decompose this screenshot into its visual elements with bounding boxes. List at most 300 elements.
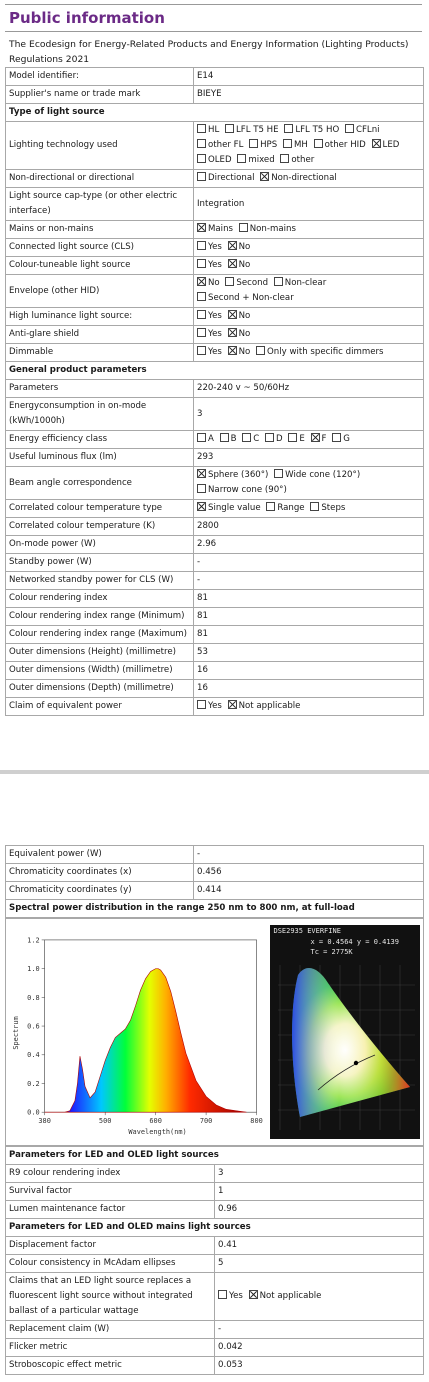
- table-row: [6, 1357, 424, 1375]
- checked-box-icon: [228, 241, 237, 250]
- table-row: [6, 86, 424, 104]
- parameter-value: 293: [194, 449, 424, 467]
- measured-chromaticity-point: [354, 1061, 358, 1065]
- unchecked-box-icon: [242, 433, 251, 442]
- unchecked-box-icon: [197, 172, 206, 181]
- table-row: [6, 590, 424, 608]
- option-label: other: [291, 155, 315, 165]
- table-row: [6, 608, 424, 626]
- parameter-value: [194, 500, 424, 518]
- table-row: [6, 170, 424, 188]
- parameter-label: Light source cap-type (or other electric interface): [6, 188, 194, 221]
- parameter-label: Claim of equivalent power: [6, 698, 194, 716]
- checked-box-icon: [228, 346, 237, 355]
- table-row: [6, 846, 424, 864]
- table-row: [6, 536, 424, 554]
- option-label: F: [321, 434, 327, 444]
- option: [197, 278, 220, 288]
- parameter-label: Dimmable: [6, 344, 194, 362]
- parameter-label: Envelope (other HID): [6, 275, 194, 308]
- option: [197, 470, 268, 480]
- option: [225, 278, 268, 288]
- table-row: [6, 1339, 424, 1357]
- option-label: Single value: [208, 503, 261, 513]
- checked-box-icon: [197, 223, 206, 232]
- intro-text: [5, 31, 424, 70]
- option: [372, 140, 400, 150]
- option-label: No: [208, 278, 220, 288]
- table-row: [6, 68, 424, 86]
- option: [197, 347, 222, 357]
- table-row: [6, 1237, 424, 1255]
- parameter-value: 16: [194, 680, 424, 698]
- parameter-label: Lighting technology used: [6, 122, 194, 170]
- option-label: No: [238, 242, 251, 252]
- option-label: Second + Non-clear: [208, 293, 294, 303]
- cie-chromaticity-diagram: [270, 925, 420, 1139]
- option-label: No: [238, 347, 251, 357]
- parameter-value: [194, 698, 424, 716]
- option: [239, 224, 296, 234]
- parameter-value: 81: [194, 626, 424, 644]
- option-label: Narrow cone (90°): [208, 485, 287, 495]
- option: [197, 503, 261, 513]
- parameter-label: Outer dimensions (Width) (millimetre): [6, 662, 194, 680]
- table-row: [6, 326, 424, 344]
- parameter-label: Useful luminous flux (lm): [6, 449, 194, 467]
- unchecked-box-icon: [197, 433, 206, 442]
- parameter-label: Colour rendering index range (Minimum): [6, 608, 194, 626]
- cie-instrument-label: DSE2935 EVERFINE: [273, 927, 341, 935]
- table-page1: [5, 67, 424, 716]
- option-label: Mains: [208, 224, 233, 234]
- parameter-value: [215, 1273, 424, 1321]
- parameter-label: Displacement factor: [6, 1237, 215, 1255]
- unchecked-box-icon: [274, 469, 283, 478]
- parameter-value: 0.41: [215, 1237, 424, 1255]
- option-label: No: [238, 260, 251, 270]
- section-title: Parameters for LED and OLED light sources: [6, 1147, 424, 1165]
- table-row: [6, 431, 424, 449]
- unchecked-box-icon: [225, 277, 234, 286]
- table-row: [6, 864, 424, 882]
- parameter-label: Anti-glare shield: [6, 326, 194, 344]
- parameter-label: Replacement claim (W): [6, 1321, 215, 1339]
- parameter-value: [194, 275, 424, 308]
- parameter-value: BIEYE: [194, 86, 424, 104]
- option-label: LFL T5 HE: [235, 125, 279, 135]
- table-row: [6, 698, 424, 716]
- option: [197, 311, 222, 321]
- option: [274, 278, 326, 288]
- table-row: [6, 882, 424, 900]
- option-label: Not applicable: [259, 1291, 322, 1301]
- parameter-label: R9 colour rendering index: [6, 1165, 215, 1183]
- option: [256, 347, 383, 357]
- parameter-label: Standby power (W): [6, 554, 194, 572]
- parameter-label: Survival factor: [6, 1183, 215, 1201]
- unchecked-box-icon: [280, 154, 289, 163]
- parameter-value: 0.414: [194, 882, 424, 900]
- table-row: [6, 344, 424, 362]
- parameter-value: 81: [194, 590, 424, 608]
- x-tick-label: 800: [250, 1117, 263, 1126]
- option-label: Non-mains: [249, 224, 296, 234]
- parameter-value: [194, 221, 424, 239]
- parameter-label: Chromaticity coordinates (y): [6, 882, 194, 900]
- checked-box-icon: [311, 433, 320, 442]
- table-row: [6, 1255, 424, 1273]
- unchecked-box-icon: [332, 433, 341, 442]
- table-row: [6, 1201, 424, 1219]
- parameter-label: Non-directional or directional: [6, 170, 194, 188]
- option: [242, 434, 259, 444]
- table-row: [6, 554, 424, 572]
- option: [266, 503, 304, 513]
- option-label: HL: [208, 125, 220, 135]
- parameter-label: On-mode power (W): [6, 536, 194, 554]
- unchecked-box-icon: [249, 139, 258, 148]
- unchecked-box-icon: [220, 433, 229, 442]
- option: [228, 329, 251, 339]
- checked-box-icon: [197, 277, 206, 286]
- option: [228, 242, 251, 252]
- parameter-table-page2: [5, 845, 424, 1375]
- parameter-value: [194, 257, 424, 275]
- unchecked-box-icon: [288, 433, 297, 442]
- option-label: G: [343, 434, 350, 444]
- table-row: [6, 239, 424, 257]
- unchecked-box-icon: [218, 1290, 227, 1299]
- option: [225, 125, 279, 135]
- table-row: [6, 1165, 424, 1183]
- unchecked-box-icon: [345, 124, 354, 133]
- option: [260, 173, 337, 183]
- parameter-label: Energy efficiency class: [6, 431, 194, 449]
- table-row: [6, 644, 424, 662]
- unchecked-box-icon: [274, 277, 283, 286]
- section-header-row: [6, 900, 424, 918]
- table-row: [6, 626, 424, 644]
- option: [310, 503, 345, 513]
- unchecked-box-icon: [283, 139, 292, 148]
- option-label: No: [238, 311, 251, 321]
- checked-box-icon: [228, 328, 237, 337]
- table-row: [6, 122, 424, 170]
- option-label: C: [253, 434, 260, 444]
- unchecked-box-icon: [225, 124, 234, 133]
- x-tick-label: 500: [98, 1117, 112, 1126]
- option-label: Wide cone (120°): [285, 470, 361, 480]
- y-tick-label: 0.8: [27, 993, 40, 1002]
- unchecked-box-icon: [265, 433, 274, 442]
- option-label: Second: [236, 278, 269, 288]
- x-tick-label: 380: [38, 1117, 51, 1126]
- parameter-label: Beam angle correspondence: [6, 467, 194, 500]
- option: [284, 125, 339, 135]
- parameter-value: E14: [194, 68, 424, 86]
- option-label: Sphere (360°): [208, 470, 269, 480]
- table-row: [6, 662, 424, 680]
- parameter-label: Outer dimensions (Depth) (millimetre): [6, 680, 194, 698]
- x-tick-label: 700: [199, 1117, 213, 1126]
- checked-box-icon: [372, 139, 381, 148]
- parameter-label: Chromaticity coordinates (x): [6, 864, 194, 882]
- parameter-label: Colour rendering index: [6, 590, 194, 608]
- table-row: [6, 275, 424, 308]
- option: [228, 260, 251, 270]
- unchecked-box-icon: [197, 154, 206, 163]
- option: [197, 701, 222, 711]
- parameter-value: 2800: [194, 518, 424, 536]
- option-label: other FL: [208, 140, 244, 150]
- section-header-row: [6, 1219, 424, 1237]
- parameter-label: Networked standby power for CLS (W): [6, 572, 194, 590]
- y-tick-label: 0.2: [27, 1079, 40, 1088]
- parameter-value: 0.053: [215, 1357, 424, 1375]
- parameter-label: Flicker metric: [6, 1339, 215, 1357]
- y-tick-label: 0.4: [27, 1051, 40, 1060]
- option: [332, 434, 350, 444]
- unchecked-box-icon: [197, 124, 206, 133]
- option-label: mixed: [248, 155, 275, 165]
- option: [197, 260, 222, 270]
- x-tick-label: 600: [149, 1117, 162, 1126]
- parameter-value: [194, 467, 424, 500]
- section-title: Spectral power distribution in the range 250 nm to 800 nm, at full-load: [6, 900, 424, 918]
- table-row: [6, 380, 424, 398]
- section-header-row: [6, 104, 424, 122]
- option-label: E: [299, 434, 305, 444]
- table-row: [6, 500, 424, 518]
- table-row: [6, 1183, 424, 1201]
- checked-box-icon: [197, 469, 206, 478]
- unchecked-box-icon: [197, 139, 206, 148]
- parameter-value: 1: [215, 1183, 424, 1201]
- option-label: No: [238, 329, 251, 339]
- checked-box-icon: [197, 502, 206, 511]
- option: [280, 155, 314, 165]
- parameter-value: -: [194, 846, 424, 864]
- spectrum-row: [6, 919, 424, 1146]
- section-header-row: [6, 1147, 424, 1165]
- y-tick-label: 1.2: [27, 936, 40, 945]
- table-row: [6, 572, 424, 590]
- option-label: Yes: [208, 329, 222, 339]
- parameter-value: 3: [215, 1165, 424, 1183]
- parameter-value: 5: [215, 1255, 424, 1273]
- parameter-label: High luminance light source:: [6, 308, 194, 326]
- parameter-value: [194, 326, 424, 344]
- table-row: [6, 398, 424, 431]
- option-label: LFL T5 HO: [295, 125, 340, 135]
- parameter-value: 16: [194, 662, 424, 680]
- unchecked-box-icon: [256, 346, 265, 355]
- option-label: Directional: [208, 173, 255, 183]
- checked-box-icon: [228, 310, 237, 319]
- parameter-label: Supplier's name or trade mark: [6, 86, 194, 104]
- option: [274, 470, 360, 480]
- table-row: [6, 680, 424, 698]
- unchecked-box-icon: [314, 139, 323, 148]
- table-row: [6, 257, 424, 275]
- option-label: Yes: [208, 242, 222, 252]
- parameter-value: [194, 431, 424, 449]
- y-tick-label: 1.0: [27, 965, 40, 974]
- unchecked-box-icon: [310, 502, 319, 511]
- option-label: A: [208, 434, 214, 444]
- unchecked-box-icon: [237, 154, 246, 163]
- parameter-value: 81: [194, 608, 424, 626]
- checked-box-icon: [260, 172, 269, 181]
- y-axis-label: Spectrum: [11, 1016, 20, 1050]
- option-label: MH: [293, 140, 308, 150]
- parameter-label: Correlated colour temperature (K): [6, 518, 194, 536]
- parameter-value: 2.96: [194, 536, 424, 554]
- option-label: Non-directional: [271, 173, 337, 183]
- cie-locus-shade: [293, 968, 411, 1117]
- parameter-label: Equivalent power (W): [6, 846, 194, 864]
- option: [197, 224, 233, 234]
- parameter-value: [194, 239, 424, 257]
- option-label: LED: [382, 140, 400, 150]
- page-title: Public information: [5, 4, 422, 32]
- option: [311, 434, 327, 444]
- option: [197, 329, 222, 339]
- option: [197, 434, 214, 444]
- y-tick-label: 0.0: [27, 1108, 40, 1117]
- option: [197, 173, 254, 183]
- table-page2-bottom: [5, 1146, 424, 1375]
- unchecked-box-icon: [197, 484, 206, 493]
- option: [197, 125, 219, 135]
- parameter-label: Stroboscopic effect metric: [6, 1357, 215, 1375]
- option-label: other HID: [324, 140, 366, 150]
- option-label: Not applicable: [238, 701, 301, 711]
- parameter-label: Correlated colour temperature type: [6, 500, 194, 518]
- option: [249, 1291, 322, 1301]
- parameter-table-page1: [5, 67, 424, 716]
- parameter-label: Connected light source (CLS): [6, 239, 194, 257]
- parameter-label: Parameters: [6, 380, 194, 398]
- parameter-label: Mains or non-mains: [6, 221, 194, 239]
- parameter-value: -: [194, 572, 424, 590]
- option: [249, 140, 277, 150]
- option: [197, 140, 243, 150]
- parameter-value: [194, 170, 424, 188]
- option-label: Only with specific dimmers: [267, 347, 384, 357]
- unchecked-box-icon: [197, 259, 206, 268]
- option-label: Non-clear: [284, 278, 327, 288]
- table-row: [6, 449, 424, 467]
- option: [228, 347, 251, 357]
- section-title: Parameters for LED and OLED mains light sources: [6, 1219, 424, 1237]
- parameter-value: 0.456: [194, 864, 424, 882]
- checked-box-icon: [228, 700, 237, 709]
- option: [345, 125, 380, 135]
- unchecked-box-icon: [197, 346, 206, 355]
- option-label: D: [276, 434, 283, 444]
- option: [237, 155, 274, 165]
- unchecked-box-icon: [284, 124, 293, 133]
- option: [197, 242, 222, 252]
- x-axis-label: Wavelength(nm): [128, 1127, 187, 1136]
- regulation-title: The Ecodesign for Energy-Related Products and Energy Information (Lighting Products) Regulations 2021: [9, 39, 409, 65]
- y-tick-label: 0.6: [27, 1022, 40, 1031]
- parameter-value: 220-240 v ~ 50/60Hz: [194, 380, 424, 398]
- option-label: CFLni: [355, 125, 380, 135]
- option-label: OLED: [208, 155, 232, 165]
- option-label: Yes: [208, 701, 222, 711]
- parameter-value: -: [194, 554, 424, 572]
- table-row: [6, 308, 424, 326]
- option: [220, 434, 237, 444]
- option-label: Yes: [208, 311, 222, 321]
- table-row: [6, 221, 424, 239]
- table-page2-top: [5, 845, 424, 918]
- unchecked-box-icon: [266, 502, 275, 511]
- option: [197, 155, 232, 165]
- parameter-value: 0.042: [215, 1339, 424, 1357]
- parameter-label: Energyconsumption in on-mode (kWh/1000h): [6, 398, 194, 431]
- parameter-value: [194, 122, 424, 170]
- section-title: Type of light source: [6, 104, 424, 122]
- option: [218, 1291, 243, 1301]
- table-row: [6, 1273, 424, 1321]
- unchecked-box-icon: [197, 241, 206, 250]
- spectrum-figures: [9, 922, 420, 1142]
- parameter-value: 0.96: [215, 1201, 424, 1219]
- option: [197, 293, 294, 303]
- cie-plot: [270, 925, 420, 1139]
- option-label: HPS: [260, 140, 278, 150]
- parameter-label: Claims that an LED light source replaces a fluorescent light source without integrated ballast of a particular wattage: [6, 1273, 215, 1321]
- parameter-label: Model identifier:: [6, 68, 194, 86]
- option: [265, 434, 283, 444]
- parameter-value: [194, 308, 424, 326]
- parameter-value: 3: [194, 398, 424, 431]
- option: [197, 485, 287, 495]
- parameter-value: -: [215, 1321, 424, 1339]
- option: [228, 311, 251, 321]
- checked-box-icon: [249, 1290, 258, 1299]
- unchecked-box-icon: [197, 310, 206, 319]
- option: [314, 140, 366, 150]
- unchecked-box-icon: [197, 328, 206, 337]
- parameter-label: Lumen maintenance factor: [6, 1201, 215, 1219]
- spectral-power-chart: [9, 925, 264, 1139]
- option-label: Range: [277, 503, 305, 513]
- option-label: Yes: [229, 1291, 243, 1301]
- option-label: Yes: [208, 260, 222, 270]
- table-row: [6, 188, 424, 221]
- unchecked-box-icon: [197, 292, 206, 301]
- table-row: [6, 467, 424, 500]
- parameter-value: Integration: [194, 188, 424, 221]
- parameter-value: 53: [194, 644, 424, 662]
- option-label: Steps: [321, 503, 346, 513]
- option-label: Yes: [208, 347, 222, 357]
- option: [283, 140, 308, 150]
- unchecked-box-icon: [197, 700, 206, 709]
- option: [228, 701, 301, 711]
- spectrum-table: [5, 918, 424, 1146]
- section-title: General product parameters: [6, 362, 424, 380]
- parameter-label: Colour-tuneable light source: [6, 257, 194, 275]
- checked-box-icon: [228, 259, 237, 268]
- table-row: [6, 518, 424, 536]
- parameter-label: Outer dimensions (Height) (millimetre): [6, 644, 194, 662]
